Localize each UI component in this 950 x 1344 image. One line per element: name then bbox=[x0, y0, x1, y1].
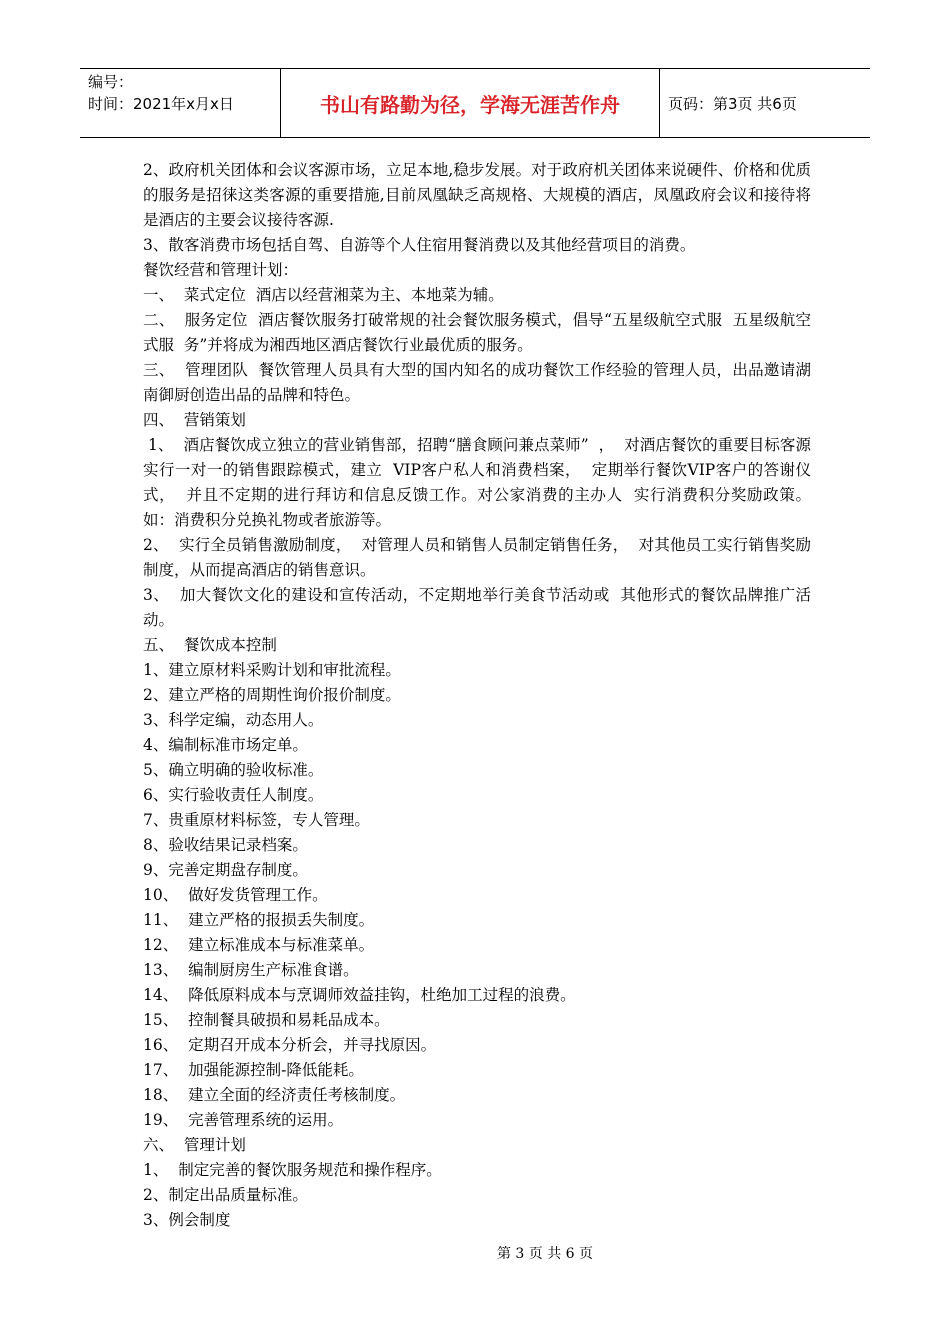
body-paragraph: 19、 完善管理系统的运用。 bbox=[143, 1111, 344, 1129]
body-paragraph: 1、建立原材料采购计划和审批流程。 bbox=[143, 661, 401, 679]
body-paragraph: 2、制定出品质量标准。 bbox=[143, 1186, 308, 1204]
page-header bbox=[80, 68, 870, 138]
document-date-label: 时间：2021年x月x日 bbox=[88, 95, 234, 113]
header-motto: 书山有路勤为径，学海无涯苦作舟 bbox=[280, 69, 660, 137]
body-paragraph: 16、 定期召开成本分析会，并寻找原因。 bbox=[143, 1036, 437, 1054]
body-paragraph: 3、例会制度 bbox=[143, 1211, 231, 1229]
body-paragraph: 7、贵重原材料标签，专人管理。 bbox=[143, 811, 370, 829]
body-paragraph: 14、 降低原料成本与烹调师效益挂钩，杜绝加工过程的浪费。 bbox=[143, 986, 576, 1004]
body-paragraph: 2、建立严格的周期性询价报价制度。 bbox=[143, 686, 401, 704]
document-number-label: 编号： bbox=[88, 73, 134, 91]
body-paragraph: 12、 建立标准成本与标准菜单。 bbox=[143, 936, 375, 954]
body-paragraph: 3、科学定编，动态用人。 bbox=[143, 711, 324, 729]
body-paragraph: 9、完善定期盘存制度。 bbox=[143, 861, 308, 879]
header-page-label: 页码：第3页 共6页 bbox=[668, 94, 797, 113]
body-paragraph: 17、 加强能源控制-降低能耗。 bbox=[143, 1061, 364, 1079]
body-paragraph: 8、验收结果记录档案。 bbox=[143, 836, 308, 854]
body-paragraph: 1、 酒店餐饮成立独立的营业销售部，招聘“膳食顾问兼点菜师” ， 对酒店餐饮的重要目标客源实行一对一的销售跟踪模式，建立 VIP客户私人和消费档案， 定期举行餐饮VIP客户的答谢仪式， 并且不定期的进行拜访和信息反馈工作。对公家消费的主办人 实行消费积分奖励政策。如：消费积分兑换礼物或者旅游等。 bbox=[143, 436, 811, 529]
body-paragraph: 5、确立明确的验收标准。 bbox=[143, 761, 324, 779]
body-paragraph: 餐饮经营和管理计划： bbox=[143, 261, 299, 279]
body-paragraph: 2、 实行全员销售激励制度， 对管理人员和销售人员制定销售任务， 对其他员工实行销售奖励制度，从而提高酒店的销售意识。 bbox=[143, 536, 811, 579]
body-paragraph: 10、 做好发货管理工作。 bbox=[143, 886, 328, 904]
body-paragraph: 4、编制标准市场定单。 bbox=[143, 736, 308, 754]
document-body bbox=[143, 158, 811, 1233]
body-paragraph: 六、 管理计划 bbox=[143, 1136, 246, 1154]
page-footer: 第 3 页 共 6 页 bbox=[496, 1246, 594, 1262]
body-paragraph: 三、 管理团队 餐饮管理人员具有大型的国内知名的成功餐饮工作经验的管理人员，出品邀请湖南御厨创造出品的品牌和特色。 bbox=[143, 361, 811, 404]
body-paragraph: 二、 服务定位 酒店餐饮服务打破常规的社会餐饮服务模式，倡导“五星级航空式服 五星级航空式服 务”并将成为湘西地区酒店餐饮行业最优质的服务。 bbox=[143, 311, 811, 354]
body-paragraph: 18、 建立全面的经济责任考核制度。 bbox=[143, 1086, 406, 1104]
body-paragraph: 11、 建立严格的报损丢失制度。 bbox=[143, 911, 375, 929]
body-paragraph: 一、 菜式定位 酒店以经营湘菜为主、本地菜为辅。 bbox=[143, 286, 504, 304]
body-paragraph: 2、政府机关团体和会议客源市场，立足本地,稳步发展。对于政府机关团体来说硬件、价格和优质的服务是招徕这类客源的重要措施,目前凤凰缺乏高规格、大规模的酒店，凤凰政府会议和接待将是酒店的主要会议接待客源. bbox=[143, 161, 811, 229]
body-paragraph: 五、 餐饮成本控制 bbox=[143, 636, 277, 654]
body-paragraph: 13、 编制厨房生产标准食谱。 bbox=[143, 961, 359, 979]
header-meta bbox=[80, 69, 280, 137]
body-paragraph: 3、散客消费市场包括自驾、自游等个人住宿用餐消费以及其他经营项目的消费。 bbox=[143, 236, 696, 254]
body-paragraph: 15、 控制餐具破损和易耗品成本。 bbox=[143, 1011, 390, 1029]
body-paragraph: 四、 营销策划 bbox=[143, 411, 246, 429]
body-paragraph: 3、 加大餐饮文化的建设和宣传活动，不定期地举行美食节活动或 其他形式的餐饮品牌推广活动。 bbox=[143, 586, 811, 629]
body-paragraph: 1、 制定完善的餐饮服务规范和操作程序。 bbox=[143, 1161, 442, 1179]
body-paragraph: 6、实行验收责任人制度。 bbox=[143, 786, 324, 804]
